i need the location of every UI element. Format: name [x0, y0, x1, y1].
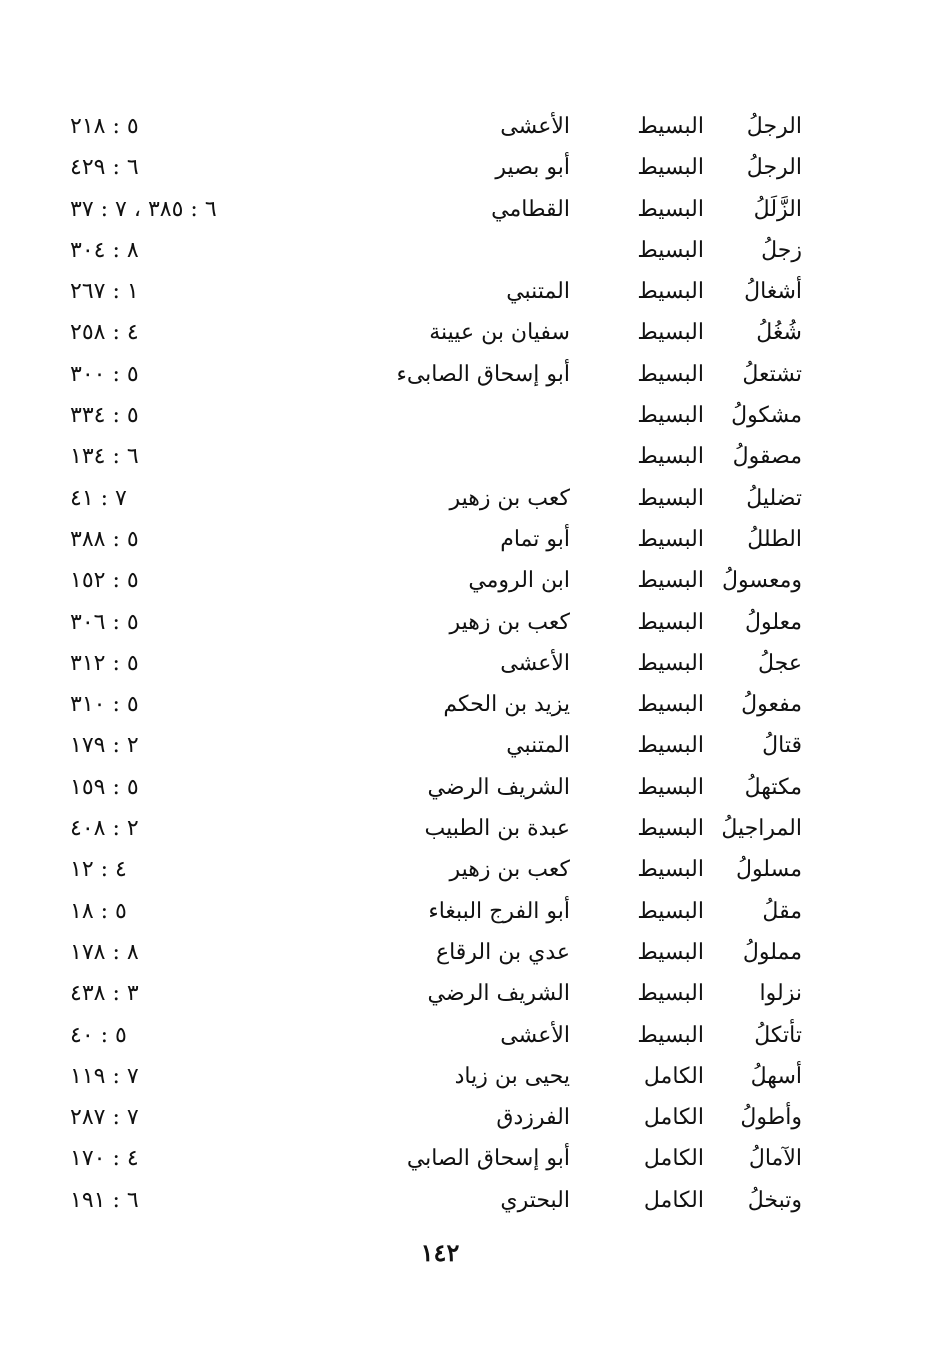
- reference-cell: [70, 519, 300, 560]
- poet-cell: الأعشى: [500, 650, 570, 676]
- reference-text: ٥ : ٣١٠: [70, 692, 139, 718]
- meter-cell: البسيط: [637, 444, 704, 470]
- poet-cell: كعب بن زهير: [449, 857, 570, 883]
- poet-cell: القطامي: [491, 196, 570, 222]
- poet-cell: عدي بن الرقاع: [435, 939, 570, 965]
- meter-cell: الكامل: [643, 1146, 704, 1172]
- meter-cell: البسيط: [637, 196, 704, 222]
- table-row: [0, 478, 932, 519]
- rhyme-cell: ومعسولُ: [722, 568, 802, 594]
- poet-cell: أبو تمام: [500, 526, 570, 552]
- reference-cell: [70, 1138, 300, 1179]
- meter-cell: البسيط: [637, 279, 704, 305]
- rhyme-cell: عجلُ: [758, 650, 802, 676]
- rhyme-cell: مسلولُ: [735, 857, 802, 883]
- reference-text: ١ : ٢٦٧: [70, 279, 139, 305]
- table-row: [0, 808, 932, 849]
- meter-cell: البسيط: [637, 692, 704, 718]
- reference-cell: [70, 643, 300, 684]
- table-row: [0, 230, 932, 271]
- reference-text: ٥ : ٢١٨: [70, 114, 139, 139]
- table-row: [0, 643, 932, 684]
- reference-text: ٥ : ٣٣٤: [70, 403, 139, 429]
- rhyme-cell: مقلُ: [762, 898, 802, 924]
- reference-text: ٦ : ١٩١: [70, 1187, 139, 1213]
- rhyme-cell: المراجيلُ: [721, 816, 802, 842]
- rhyme-cell: مشكولُ: [731, 403, 802, 429]
- rhyme-cell: زجلُ: [761, 237, 802, 263]
- reference-text: ٥ : ١٥٩: [70, 774, 139, 800]
- meter-cell: البسيط: [637, 485, 704, 511]
- reference-cell: [70, 808, 300, 849]
- reference-cell: [70, 147, 300, 188]
- rhyme-cell: مفعولُ: [741, 692, 802, 718]
- table-row: [0, 973, 932, 1014]
- reference-text: ٥ : ٤٠: [70, 1022, 127, 1048]
- reference-text: ٤ : ٢٥٨: [70, 320, 139, 346]
- reference-cell: [70, 602, 300, 643]
- reference-text: ٧ : ١١٩: [70, 1063, 139, 1089]
- rhyme-cell: الرجلُ: [746, 114, 802, 139]
- meter-cell: البسيط: [637, 816, 704, 842]
- meter-cell: البسيط: [637, 981, 704, 1007]
- table-row: [0, 560, 932, 601]
- rhyme-cell: نزلوا: [759, 981, 802, 1007]
- reference-cell: [70, 271, 300, 312]
- rhyme-cell: الزَّلَلُ: [753, 196, 802, 222]
- reference-text: ٥ : ٣٨٨: [70, 526, 139, 552]
- reference-text: ٥ : ٣٠٦: [70, 609, 139, 635]
- rhyme-cell: الآمالُ: [748, 1146, 802, 1172]
- table-row: [0, 395, 932, 436]
- table-row: [0, 106, 932, 147]
- reference-cell: [70, 767, 300, 808]
- table-row: [0, 602, 932, 643]
- poet-cell: الأعشى: [500, 114, 570, 139]
- reference-text: ٧ : ٢٨٧: [70, 1105, 139, 1131]
- reference-cell: [70, 684, 300, 725]
- table-row: [0, 891, 932, 932]
- reference-text: ٤ : ١٧٠: [70, 1146, 139, 1172]
- reference-text: ٦ : ٤٢٩: [70, 155, 139, 181]
- reference-cell: [70, 973, 300, 1014]
- reference-cell: [70, 230, 300, 271]
- reference-text: ٥ : ٣١٢: [70, 650, 139, 676]
- meter-cell: البسيط: [637, 1022, 704, 1048]
- poet-cell: كعب بن زهير: [449, 609, 570, 635]
- reference-cell: [70, 395, 300, 436]
- reference-cell: [70, 354, 300, 395]
- meter-cell: البسيط: [637, 568, 704, 594]
- meter-cell: البسيط: [637, 650, 704, 676]
- poet-cell: المتنبي: [506, 733, 570, 759]
- meter-cell: البسيط: [637, 361, 704, 387]
- rhyme-cell: تشتعلُ: [742, 361, 802, 387]
- table-row: [0, 519, 932, 560]
- meter-cell: الكامل: [643, 1187, 704, 1213]
- table-row: [0, 1056, 932, 1097]
- reference-cell: [70, 1056, 300, 1097]
- table-row: [0, 1138, 932, 1179]
- poet-cell: يزيد بن الحكم: [443, 692, 570, 718]
- rhyme-cell: مملولُ: [742, 939, 802, 965]
- poet-cell: يحيى بن زياد: [454, 1063, 570, 1089]
- reference-text: ٨ : ٣٠٤: [70, 237, 139, 263]
- meter-cell: البسيط: [637, 939, 704, 965]
- meter-cell: البسيط: [637, 114, 704, 139]
- reference-text: ٥ : ١٥٢: [70, 568, 139, 594]
- table-row: [0, 932, 932, 973]
- poet-cell: أبو بصير: [495, 155, 570, 181]
- meter-cell: البسيط: [637, 320, 704, 346]
- poet-cell: الأعشى: [500, 1022, 570, 1048]
- rhyme-cell: وتبخلُ: [747, 1187, 802, 1213]
- table-row: [0, 147, 932, 188]
- reference-cell: [70, 1180, 300, 1221]
- meter-cell: البسيط: [637, 237, 704, 263]
- rhyme-cell: مكتهلُ: [744, 774, 802, 800]
- rhyme-cell: الطللُ: [747, 526, 802, 552]
- reference-cell: [70, 1097, 300, 1138]
- meter-cell: البسيط: [637, 857, 704, 883]
- poet-cell: كعب بن زهير: [449, 485, 570, 511]
- meter-cell: البسيط: [637, 774, 704, 800]
- meter-cell: البسيط: [637, 733, 704, 759]
- meter-cell: الكامل: [643, 1105, 704, 1131]
- poet-cell: الفرزدق: [496, 1105, 570, 1131]
- rhyme-cell: تضليلُ: [746, 485, 802, 511]
- reference-cell: [70, 891, 300, 932]
- rhyme-cell: شُغُلُ: [756, 320, 802, 346]
- reference-text: ٢ : ٤٠٨: [70, 816, 139, 842]
- table-row: [0, 271, 932, 312]
- rhyme-cell: وأطولُ: [740, 1105, 802, 1131]
- table-row: [0, 1180, 932, 1221]
- reference-cell: [70, 1015, 300, 1056]
- poet-cell: سفيان بن عيينة: [429, 320, 570, 346]
- poet-cell: [320, 436, 570, 477]
- meter-cell: البسيط: [637, 898, 704, 924]
- rhyme-cell: معلولُ: [744, 609, 802, 635]
- rhyme-cell: قتالُ: [762, 733, 802, 759]
- reference-text: ٤ : ١٢: [70, 857, 127, 883]
- poet-cell: [320, 395, 570, 436]
- poet-cell: عبدة بن الطبيب: [424, 816, 570, 842]
- reference-cell: [70, 436, 300, 477]
- meter-cell: البسيط: [637, 609, 704, 635]
- reference-cell: [70, 725, 300, 766]
- table-row: [0, 684, 932, 725]
- poet-cell: البحتري: [500, 1187, 570, 1213]
- meter-cell: البسيط: [637, 403, 704, 429]
- rhyme-cell: أشغالُ: [744, 279, 802, 305]
- reference-text: ٦ : ١٣٤: [70, 444, 139, 470]
- rhyme-cell: الرجلُ: [746, 155, 802, 181]
- meter-cell: البسيط: [637, 526, 704, 552]
- reference-cell: [70, 478, 300, 519]
- index-table: [0, 106, 932, 1221]
- meter-cell: الكامل: [643, 1063, 704, 1089]
- table-row: [0, 849, 932, 890]
- table-row: [0, 312, 932, 353]
- rhyme-cell: مصقولُ: [732, 444, 802, 470]
- poet-cell: ابن الرومي: [468, 568, 570, 594]
- reference-cell: [70, 189, 300, 230]
- poet-cell: الشريف الرضي: [427, 774, 570, 800]
- reference-text: ٢ : ١٧٩: [70, 733, 139, 759]
- reference-text: ٥ : ١٨: [70, 898, 127, 924]
- reference-text: ٨ : ١٧٨: [70, 939, 139, 965]
- poet-cell: المتنبي: [506, 279, 570, 305]
- poet-cell: الشريف الرضي: [427, 981, 570, 1007]
- reference-cell: [70, 312, 300, 353]
- page-number: ١٤٢: [420, 1238, 460, 1267]
- table-row: [0, 354, 932, 395]
- reference-cell: [70, 106, 300, 147]
- table-row: [0, 1015, 932, 1056]
- table-row: [0, 725, 932, 766]
- rhyme-cell: أسهلُ: [750, 1063, 802, 1089]
- table-row: [0, 189, 932, 230]
- reference-cell: [70, 932, 300, 973]
- rhyme-cell: تأتكلُ: [754, 1022, 802, 1048]
- reference-text: ٦ : ٣٨٥ ، ٧ : ٣٧: [70, 196, 217, 222]
- table-row: [0, 436, 932, 477]
- reference-text: ٥ : ٣٠٠: [70, 361, 139, 387]
- table-row: [0, 767, 932, 808]
- reference-text: ٣ : ٤٣٨: [70, 981, 139, 1007]
- table-row: [0, 1097, 932, 1138]
- reference-text: ٧ : ٤١: [70, 485, 127, 511]
- poet-cell: [320, 230, 570, 271]
- poet-cell: أبو الفرج الببغاء: [428, 898, 570, 924]
- poet-cell: أبو إسحاق الصابي: [406, 1146, 570, 1172]
- reference-cell: [70, 849, 300, 890]
- reference-cell: [70, 560, 300, 601]
- poet-cell: أبو إسحاق الصابىء: [396, 361, 570, 387]
- meter-cell: البسيط: [637, 155, 704, 181]
